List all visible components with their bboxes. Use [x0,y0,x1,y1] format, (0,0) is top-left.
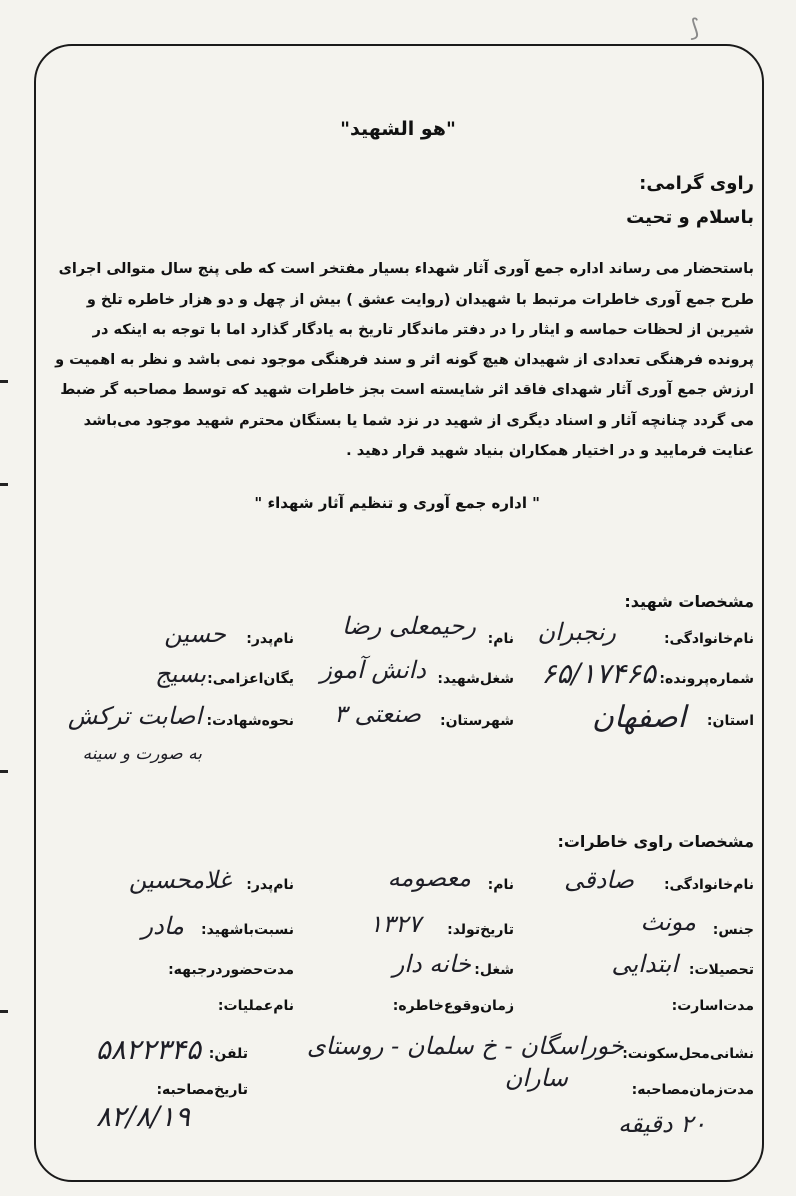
martyr-unit-value: بسیج [155,660,206,688]
martyr-file-number-label: شماره‌پرونده: [659,671,754,687]
narrator-job-label: شغل: [474,962,514,978]
letter-line: شیرین از لحظات حماسه و ایثار را در دفتر ماندگار تاریخ به یادگار گذارد اما با توجه به اینکه در [92,322,754,338]
martyr-martyrdom-type-label: نحوه‌شهادت: [206,713,294,729]
narrator-birth-date-value: ۱۳۲۷ [369,910,421,938]
narrator-name-label: نام: [487,877,514,893]
martyr-city-label: شهرستان: [439,713,514,729]
martyr-file-number-value: ۶۵/۱۷۴۶۵ [541,657,656,690]
martyr-father-name-value: حسین [164,620,226,648]
martyr-name-value: رحیمعلی رضا [342,612,476,640]
narrator-education-value: ابتدایی [611,950,678,978]
edge-tick [0,483,8,486]
narrator-name-value: معصومه [387,864,471,892]
edge-tick [0,770,8,773]
narrator-interview-duration-label: مدت‌زمان‌مصاحبه: [631,1082,754,1098]
edge-tick [0,380,8,383]
office-signature: " اداره جمع آوری و تنظیم آثار شهداء " [254,494,540,512]
narrator-relation-value: مادر [141,912,184,940]
narrator-interview-duration-value: ۲۰ دقیقه [618,1110,706,1138]
martyr-section-title: مشخصات شهید: [624,592,754,611]
martyr-name-label: نام: [487,631,514,647]
letter-line: باستحضار می رساند اداره جمع آوری آثار شهداء بسیار مفتخر است که طی پنج سال متوالی اجرای [58,261,754,277]
narrator-job-value: خانه دار [392,950,471,978]
narrator-interview-date-label: تاریخ‌مصاحبه: [156,1082,248,1098]
letter-line: طرح جمع آوری خاطرات مرتبط با شهیدان (روایت عشق ) بیش از چهل و دو هزار خاطره تلخ و [86,292,754,308]
narrator-father-name-label: نام‌پدر: [246,877,294,893]
narrator-family-name-label: نام‌خانوادگی: [663,877,754,893]
narrator-birth-date-label: تاریخ‌تولد: [447,922,514,938]
narrator-father-name-value: غلامحسین [128,866,231,894]
page-title: "هو الشهید" [340,118,456,140]
greeting: راوی گرامی: [639,173,754,194]
martyr-province-value: اصفهان [592,700,686,735]
narrator-operation-label: نام‌عملیات: [217,998,294,1014]
letter-line: ارزش جمع آوری آثار شهدای فاقد اثر شایسته است بجز خاطرات شهید که توسط مصاحبه گر ضبط [60,382,754,398]
narrator-address-label: نشانی‌محل‌سکونت: [622,1046,754,1062]
martyr-family-name-value: رنجبران [537,618,616,646]
narrator-relation-label: نسبت‌باشهید: [201,922,294,938]
martyr-province-label: استان: [706,713,754,729]
martyr-occupation-value: دانش آموز [320,656,426,684]
edge-tick [0,1010,8,1013]
martyr-family-name-label: نام‌خانوادگی: [663,631,754,647]
martyr-occupation-label: شغل‌شهید: [437,671,514,687]
martyr-martyrdom-note: به صورت و سینه [82,744,202,764]
martyr-father-name-label: نام‌پدر: [246,631,294,647]
narrator-family-name-value: صادقی [564,866,634,894]
narrator-front-time-label: مدت‌حضوردرجبهه: [168,962,294,978]
narrator-interview-date-value: ۸۲/۸/۱۹ [95,1100,190,1133]
martyr-city-value: صنعتی ۳ [334,700,421,728]
narrator-education-label: تحصیلات: [688,962,754,978]
narrator-gender-label: جنس: [712,922,754,938]
martyr-martyrdom-type-value: اصابت ترکش [67,702,202,730]
narrator-section-title: مشخصات راوی خاطرات: [557,832,754,851]
narrator-phone-label: تلفن: [208,1046,248,1062]
narrator-memory-time-label: زمان‌وقوع‌خاطره: [392,998,514,1014]
salutation: باسلام و تحیت [626,207,754,228]
letter-line: پرونده فرهنگی تعدادی از شهیدان هیچ گونه اثر و سند فرهنگی موجود نمی باشد و نظر به اهمیت و [55,352,754,368]
narrator-address-value: خوراسگان - خ سلمان - روستای [306,1032,624,1060]
letter-line: می گردد چنانچه آثار و اسناد دیگری از شهید در نزد شما یا بستگان محترم شهید موجود می‌باشد [83,413,754,429]
corner-scribble: ⟆ [690,14,700,42]
narrator-gender-value: مونث [640,908,696,936]
letter-line: عنایت فرمایید و در اختیار همکاران بنیاد شهید قرار دهید . [346,443,754,459]
martyr-unit-label: یگان‌اعزامی: [207,671,294,687]
narrator-phone-value: ۵۸۲۲۳۴۵ [95,1033,201,1066]
narrator-captivity-label: مدت‌اسارت: [671,998,754,1014]
narrator-address-value-2: ساران [504,1064,568,1092]
